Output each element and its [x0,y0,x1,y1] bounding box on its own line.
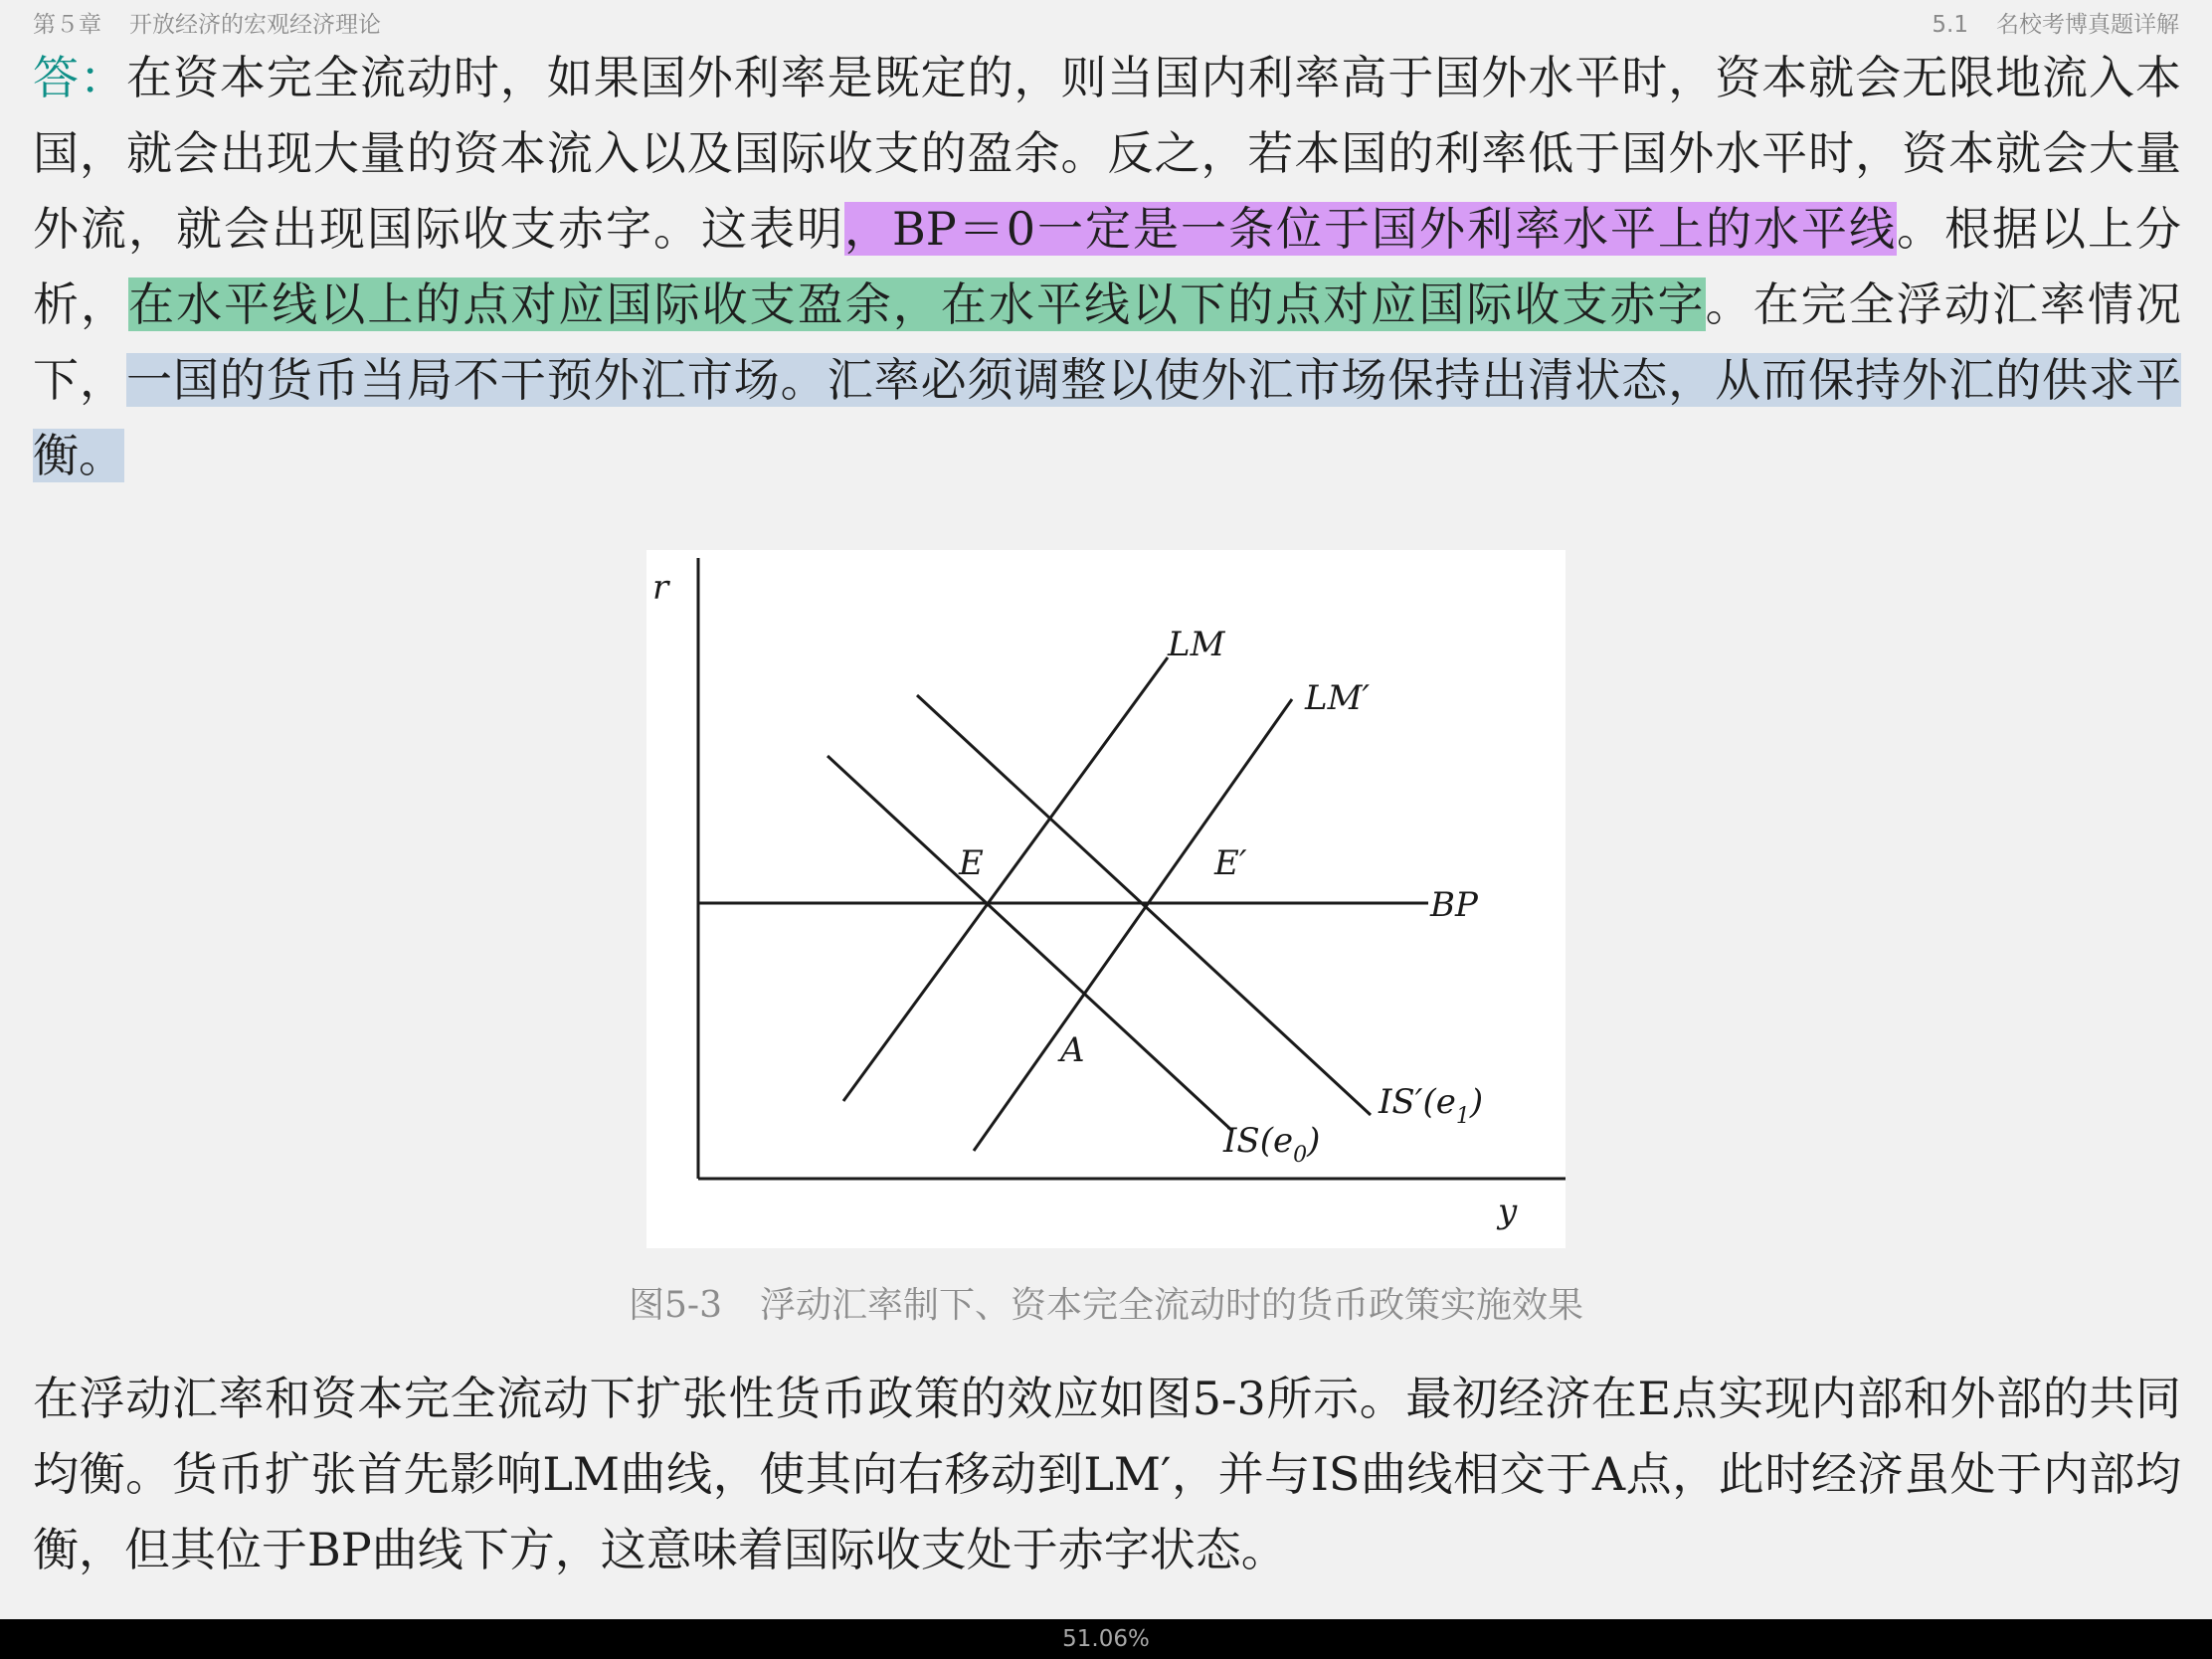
is-prime-label: $IS'(e_1)$ [1379,1082,1484,1129]
lm-label: LM [1168,625,1225,664]
answer-text-1: 在资本完全流动时，如果国外利率是既定的，则当国内利率高于国外水平时，资本就会无限地流入本国，就会出现大量的资本流入以及国际收支的盈余。反之，若本国的利率低于国外水平时，资本就会大量外流，就会出现国际收支赤字。这表明 [33,51,2182,256]
chapter-title: 开放经济的宏观经济理论 [129,12,381,38]
chapter-number: 第５章 [33,12,101,38]
highlight-purple[interactable]: ，BP＝0一定是一条位于国外利率水平上的水平线 [844,202,1898,256]
y-axis-label: r [652,568,669,608]
lm-curve [843,657,1168,1101]
running-header [0,0,2212,42]
is-label: $IS(e_0)$ [1223,1121,1321,1168]
point-e-label: E [959,843,984,883]
figure-caption [0,1277,2212,1328]
is-lm-bp-diagram [646,550,1566,1248]
answer-text-3: 。在完全浮动汇率情况下， [33,277,2182,407]
caption-text: 浮动汇率制下、资本完全流动时的货币政策实施效果 [759,1285,1583,1326]
section-header [1932,6,2179,39]
reading-progress-bar [0,1619,2212,1659]
highlight-blue[interactable]: 一国的货币当局不干预外汇市场。汇率必须调整以使外汇市场保持出清状态，从而保持外汇的供求平衡。 [33,353,2182,482]
explanation-paragraph[interactable]: 在浮动汇率和资本完全流动下扩张性货币政策的效应如图5-3所示。最初经济在E点实现内部和外部的共同均衡。货币扩张首先影响LM曲线，使其向右移动到LM′，并与IS曲线相交于A点，此时经济虽处于内部均衡，但其位于BP曲线下方，这意味着国际收支处于赤字状态。 [33,1372,2181,1576]
highlight-green[interactable]: 在水平线以上的点对应国际收支盈余，在水平线以下的点对应国际收支赤字 [128,277,1706,331]
lm-prime-curve [974,699,1292,1151]
lm-prime-label: LM′ [1305,678,1371,718]
caption-number: 图5-3 [629,1285,722,1326]
chapter-header [33,6,381,39]
x-axis-label: y [1498,1192,1518,1231]
section-number: 5.1 [1932,12,1968,38]
point-e-prime-label: E′ [1214,843,1247,883]
point-a-label: A [1060,1030,1085,1070]
answer-paragraph[interactable] [33,40,2181,493]
answer-text-2: 。根据以上分析， [33,202,2182,331]
reading-progress: 51.06% [1062,1626,1150,1652]
bp-label: BP [1430,885,1478,925]
section-title: 名校考博真题详解 [1996,12,2179,38]
answer-label: 答： [33,51,126,104]
